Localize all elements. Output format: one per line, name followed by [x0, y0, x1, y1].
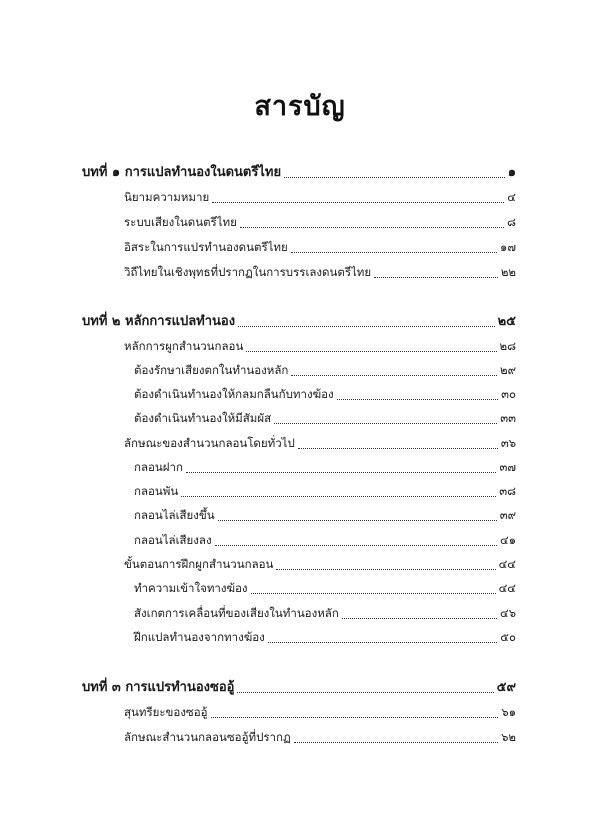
dot-leader — [215, 545, 497, 546]
toc-entry — [124, 725, 516, 747]
toc-page-number: ๓๓ — [500, 411, 516, 425]
dot-leader — [211, 717, 499, 718]
dot-leader — [240, 227, 504, 228]
toc-entry — [124, 235, 516, 257]
dot-leader — [291, 252, 497, 253]
dot-leader — [212, 202, 504, 203]
toc-page-number: ๔๑ — [499, 533, 516, 547]
dot-leader — [294, 742, 498, 743]
toc-label: ต้องรักษาเสียงตกในทำนองหลัก — [134, 363, 289, 377]
toc-subentry — [134, 528, 516, 550]
toc-entry — [124, 185, 516, 207]
toc-chapter-3 — [82, 675, 516, 697]
dot-leader — [181, 496, 496, 497]
dot-leader — [298, 448, 498, 449]
dot-leader — [337, 399, 498, 400]
toc-page-number: ๔ — [507, 190, 516, 204]
toc-page-number: ๕๐ — [500, 630, 516, 644]
toc-page-number: ๔๔ — [498, 557, 516, 571]
toc-page-number: ๒๕ — [497, 314, 516, 329]
toc-label: ระบบเสียงในดนตรีไทย — [124, 215, 237, 229]
toc-page-number: ๒๙ — [499, 363, 516, 377]
toc-page-number: ๕๙ — [496, 680, 516, 695]
dot-leader — [268, 642, 498, 643]
toc-label: ลักษณะสำนวนกลอนซออู้ที่ปรากฏ — [124, 730, 291, 744]
dot-leader — [276, 569, 495, 570]
toc-subentry — [134, 479, 516, 501]
dot-leader — [274, 423, 497, 424]
toc-page-number: ๓๗ — [499, 460, 516, 474]
toc-subentry — [134, 382, 516, 404]
dot-leader — [251, 593, 496, 594]
toc-label: ลักษณะของสำนวนกลอนโดยทั่วไป — [124, 436, 295, 450]
toc-subentry — [134, 576, 516, 598]
toc-label: อิสระในการแปรทำนองดนตรีไทย — [124, 240, 288, 254]
toc-label: กลอนพัน — [134, 484, 179, 498]
toc-label: ต้องดำเนินทำนองให้กลมกลืนกับทางฆ้อง — [134, 387, 334, 401]
toc-page-number: ๑ — [507, 165, 516, 180]
toc-page-number: ๓๙ — [499, 508, 516, 522]
toc-entry — [124, 334, 516, 356]
toc-label: สังเกตการเคลื่อนที่ของเสียงในทำนองหลัก — [134, 606, 339, 620]
toc-label: สุนทรียะของซออู้ — [124, 705, 208, 719]
dot-leader — [291, 375, 497, 376]
toc-chapter-1 — [82, 160, 516, 182]
toc-entry — [124, 700, 516, 722]
toc-page-number: ๘ — [507, 215, 516, 229]
toc-page-number: ๒๒ — [500, 265, 516, 279]
dot-leader — [218, 520, 497, 521]
toc-label: วิถีไทยในเชิงพุทธที่ปรากฏในการบรรเลงดนตรีไทย — [124, 265, 372, 279]
toc-entry — [124, 210, 516, 232]
toc-label: บทที่ ๒ หลักการแปลทำนอง — [82, 314, 236, 329]
dot-leader — [374, 277, 498, 278]
dot-leader — [284, 177, 505, 178]
toc-label: กลอนไล่เสียงขึ้น — [134, 508, 215, 522]
toc-page-number: ๒๘ — [499, 339, 516, 353]
toc-subentry — [134, 455, 516, 477]
toc-label: ฝึกแปลทำนองจากทางฆ้อง — [134, 630, 265, 644]
toc-chapter-2 — [82, 309, 516, 331]
toc-label: บทที่ ๓ การแปรทำนองซออู้ — [82, 680, 235, 695]
toc-label: ทำความเข้าใจทางฆ้อง — [134, 581, 248, 595]
toc-label: กลอนไล่เสียงลง — [134, 533, 212, 547]
toc-entry — [124, 260, 516, 282]
toc-subentry — [134, 503, 516, 525]
toc-page-number: ๓๘ — [499, 484, 516, 498]
toc-label: นิยามความหมาย — [124, 190, 210, 204]
dot-leader — [246, 351, 496, 352]
toc-label: ต้องดำเนินทำนองให้มีสัมผัส — [134, 411, 272, 425]
toc-entry — [124, 552, 516, 574]
toc-page-number: ๑๗ — [500, 240, 516, 254]
page-title: สารบัญ — [254, 91, 346, 122]
toc-subentry — [134, 358, 516, 380]
toc-page-number: ๖๑ — [501, 705, 516, 719]
toc-label: หลักการผูกสำนวนกลอน — [124, 339, 244, 353]
toc-label: บทที่ ๑ การแปลทำนองในดนตรีไทย — [82, 165, 282, 180]
toc-page-number: ๔๔ — [498, 581, 516, 595]
dot-leader — [238, 326, 494, 327]
dot-leader — [237, 692, 493, 693]
dot-leader — [342, 618, 497, 619]
toc-label: กลอนฝาก — [134, 460, 183, 474]
toc-subentry — [134, 406, 516, 428]
toc-subentry — [134, 625, 516, 647]
toc-page-number: ๓๖ — [500, 436, 516, 450]
toc-entry — [124, 431, 516, 453]
toc-page-number: ๖๒ — [501, 730, 516, 744]
dot-leader — [186, 472, 497, 473]
toc-page-number: ๓๐ — [501, 387, 516, 401]
toc-page-number: ๔๖ — [499, 606, 516, 620]
toc-label: ขั้นตอนการฝึกผูกสำนวนกลอน — [124, 557, 274, 571]
toc-subentry — [134, 601, 516, 623]
